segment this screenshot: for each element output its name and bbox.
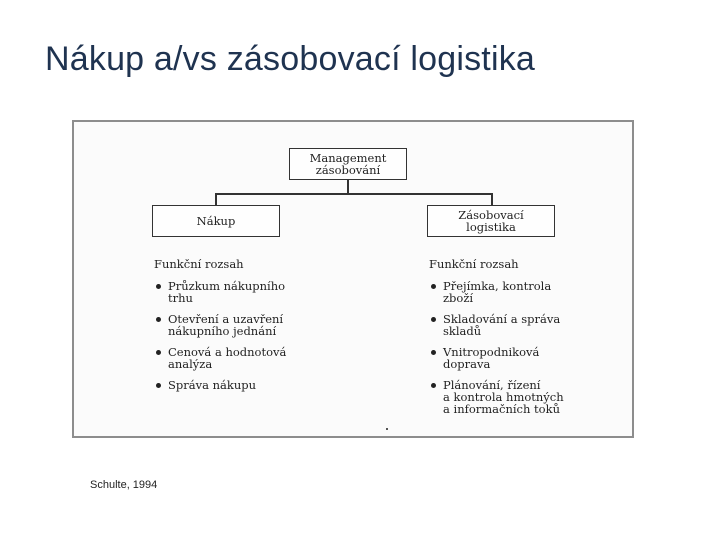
bullet-icon xyxy=(156,383,161,388)
diagram-image xyxy=(72,120,634,438)
right-column-heading: Funkční rozsah xyxy=(429,257,519,271)
bullet-icon xyxy=(156,284,161,289)
list-item: Průzkum nákupního trhu xyxy=(154,280,354,304)
list-item: Přejímka, kontrola zboží xyxy=(429,280,629,304)
node-management-zasobovani: Management zásobování xyxy=(289,148,407,180)
list-item: Správa nákupu xyxy=(154,379,354,391)
list-item: Otevření a uzavření nákupního jednání xyxy=(154,313,354,337)
bullet-icon xyxy=(156,317,161,322)
bullet-icon xyxy=(431,350,436,355)
right-function-list xyxy=(429,280,629,424)
bullet-icon xyxy=(431,284,436,289)
connector-top-vertical xyxy=(347,180,349,194)
connector-horizontal xyxy=(215,193,492,195)
left-function-list xyxy=(154,280,354,400)
left-column-heading: Funkční rozsah xyxy=(154,257,244,271)
slide-title: Nákup a/vs zásobovací logistika xyxy=(45,40,536,78)
list-item: Plánování, řízení a kontrola hmotných a informačních toků xyxy=(429,379,629,415)
list-item: Cenová a hodnotová analýza xyxy=(154,346,354,370)
bullet-icon xyxy=(431,383,436,388)
bullet-icon xyxy=(431,317,436,322)
node-nakup: Nákup xyxy=(152,205,280,237)
bullet-icon xyxy=(156,350,161,355)
list-item: Vnitropodniková doprava xyxy=(429,346,629,370)
scan-speck xyxy=(386,428,388,430)
node-zasobovaci-logistika: Zásobovací logistika xyxy=(427,205,555,237)
source-citation: Schulte, 1994 xyxy=(90,479,158,491)
list-item: Skladování a správa skladů xyxy=(429,313,629,337)
